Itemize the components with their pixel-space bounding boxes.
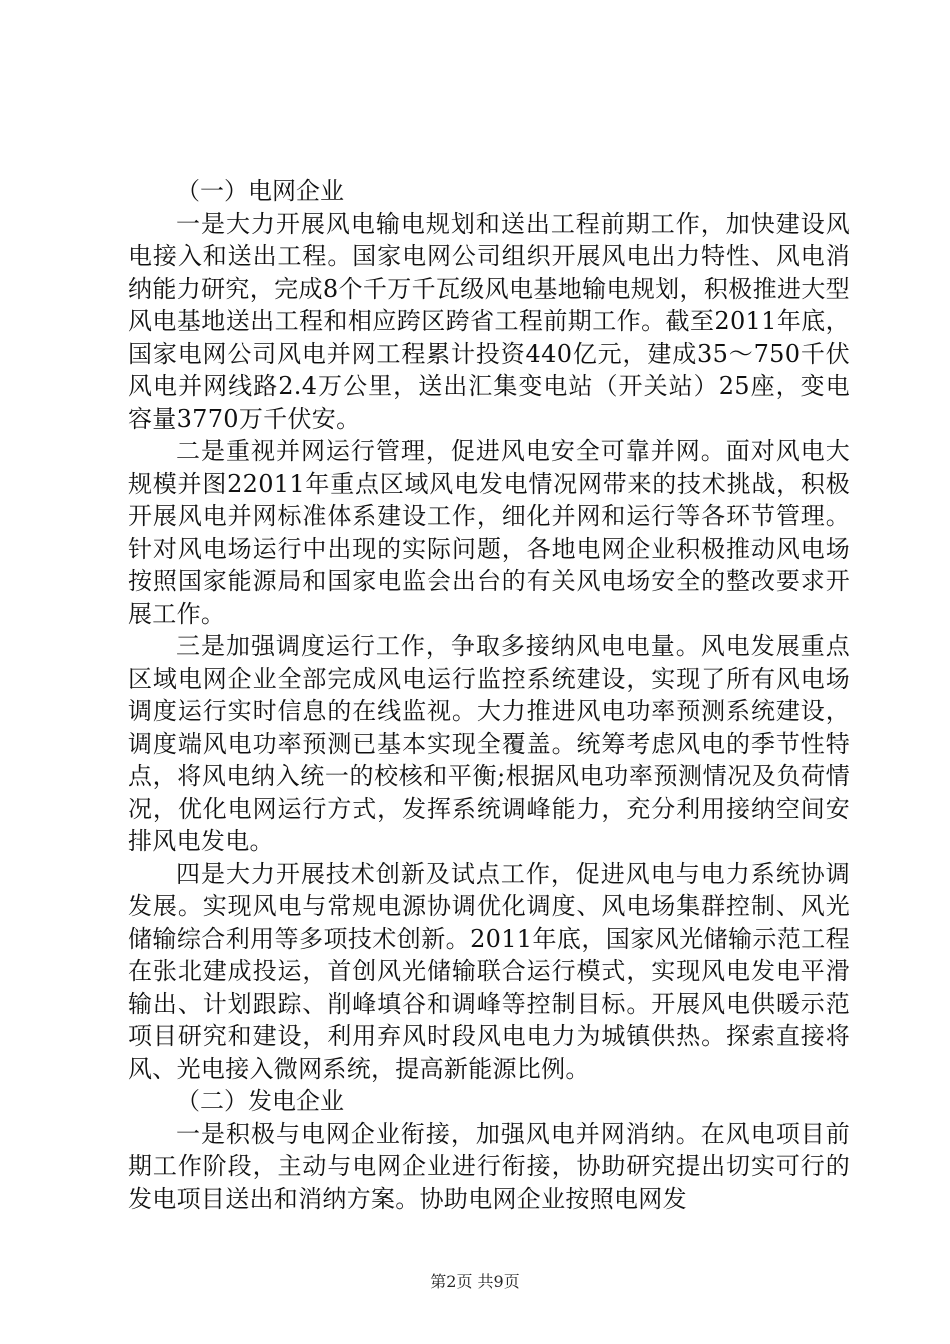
section-heading-grid-companies: （一）电网企业	[176, 177, 344, 205]
paragraph-transmission-planning: 一是大力开展风电输电规划和送出工程前期工作，加快建设风电接入和送出工程。国家电网公司组织开展风电出力特性、风电消纳能力研究，完成8个千万千瓦级风电基地输电规划，积极推进大型风电基地送出工程和相应跨区跨省工程前期工作。截至2011年底，国家电网公司风电并网工程累计投资440亿元，建成35～750千伏风电并网线路2.4万公里，送出汇集变电站（开关站）25座，变电容量3770万千伏安。	[128, 209, 850, 433]
paragraph-grid-operation-management: 二是重视并网运行管理，促进风电安全可靠并网。面对风电大规模并图22011年重点区域风电发电情况网带来的技术挑战，积极开展风电并网标准体系建设工作，细化并网和运行等各环节管理。针对风电场运行中出现的实际问题，各地电网企业积极推动风电场按照国家能源局和国家电监会出台的有关风电场安全的整改要求开展工作。	[128, 437, 850, 628]
page-footer: 第2页 共9页	[430, 1272, 520, 1291]
paragraph-grid-coordination: 一是积极与电网企业衔接，加强风电并网消纳。在风电项目前期工作阶段，主动与电网企业进行衔接，协助研究提出切实可行的发电项目送出和消纳方案。协助电网企业按照电网发	[128, 1119, 850, 1213]
paragraph-dispatch-operation: 三是加强调度运行工作，争取多接纳风电电量。风电发展重点区域电网企业全部完成风电运行监控系统建设，实现了所有风电场调度运行实时信息的在线监视。大力推进风电功率预测系统建设，调度端风电功率预测已基本实现全覆盖。统筹考虑风电的季节性特点，将风电纳入统一的校核和平衡;根据风电功率预测情况及负荷情况，优化电网运行方式，发挥系统调峰能力，充分利用接纳空间安排风电发电。	[128, 632, 850, 855]
section-heading-power-generation-companies: （二）发电企业	[176, 1087, 344, 1115]
paragraph-technology-innovation: 四是大力开展技术创新及试点工作，促进风电与电力系统协调发展。实现风电与常规电源协调优化调度、风电场集群控制、风光储输综合利用等多项技术创新。2011年底，国家风光储输示范工程在张北建成投运，首创风光储输联合运行模式，实现风电发电平滑输出、计划跟踪、削峰填谷和调峰等控制目标。开展风电供暖示范项目研究和建设，利用弃风时段风电电力为城镇供热。探索直接将风、光电接入微网系统，提高新能源比例。	[128, 859, 850, 1083]
document-body	[128, 175, 850, 1215]
